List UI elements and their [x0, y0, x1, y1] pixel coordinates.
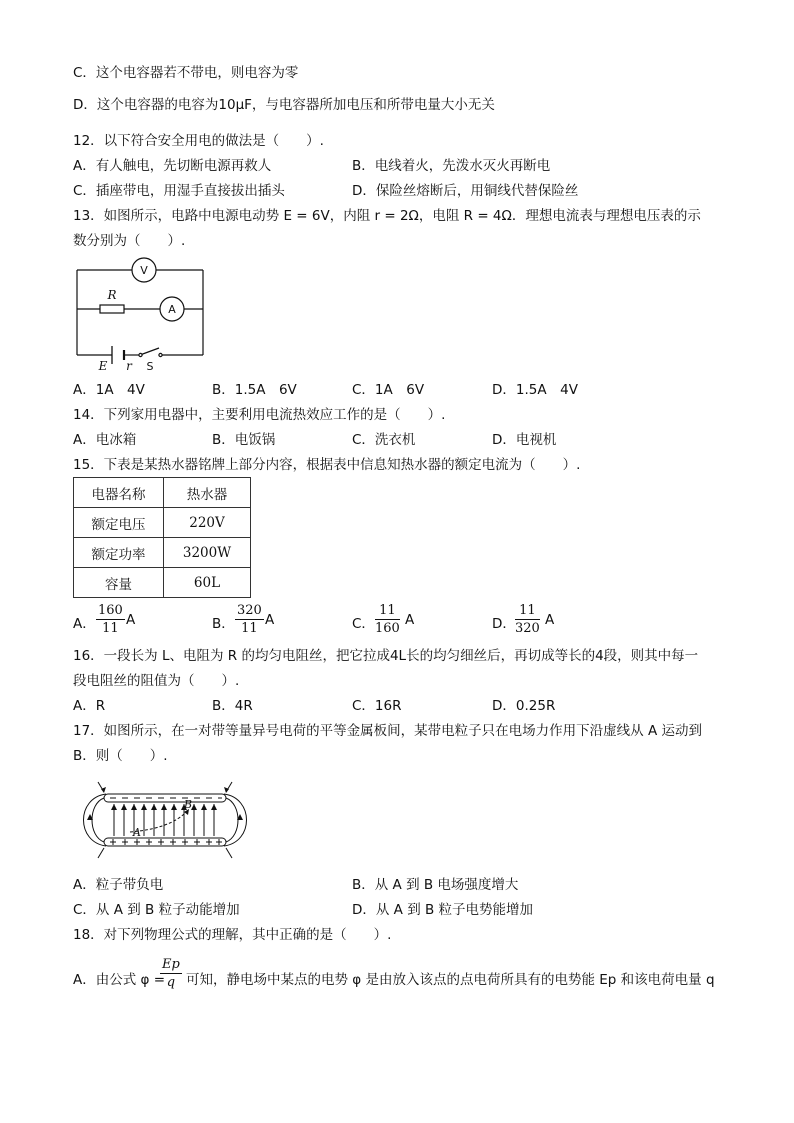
denominator: 11	[241, 621, 258, 636]
numerator: 11	[515, 603, 540, 620]
fraction	[96, 603, 125, 637]
q12-option-b: B．电线着火，先泼水灭火再断电	[352, 158, 551, 174]
numerator: Ep	[162, 957, 180, 972]
table-row	[74, 508, 251, 538]
q13-option-d: D．1.5A 4V	[492, 382, 578, 398]
numerator: 320	[237, 603, 262, 618]
table-cell: 3200W	[164, 538, 251, 568]
internal-resistance-label: r	[126, 359, 132, 373]
water-heater-nameplate-table	[73, 477, 251, 598]
point-b-label: B	[184, 798, 193, 811]
denominator: 320	[515, 621, 540, 636]
q17-option-a: A．粒子带负电	[73, 877, 164, 893]
q12-option-d: D．保险丝熔断后，用铜线代替保险丝	[352, 183, 579, 199]
q11-option-c: C．这个电容器若不带电，则电容为零	[73, 65, 299, 81]
option-a-prefix: A．由公式 φ =	[73, 972, 166, 988]
numerator: 160	[98, 603, 123, 618]
q16-option-a: A．R	[73, 698, 106, 714]
q13-stem-line2: 数分别为（ ）.	[73, 233, 186, 249]
table-cell: 电器名称	[74, 478, 164, 508]
resistor-label: R	[107, 288, 117, 302]
q16-option-c: C．16R	[352, 698, 402, 714]
ammeter-label: A	[168, 303, 176, 316]
q14-option-b: B．电饭锅	[212, 432, 276, 448]
fraction	[375, 603, 400, 637]
potential-formula-fraction	[160, 957, 182, 991]
q13-option-b: B．1.5A 6V	[212, 382, 297, 398]
q17-option-d: D．从 A 到 B 粒子电势能增加	[352, 902, 534, 918]
q16-stem-line1: 16．一段长为 L、电阻为 R 的均匀电阻丝，把它拉成4L长的均匀细丝后，再切成等长的4段，则其中每一	[73, 648, 699, 664]
table-cell: 220V	[164, 508, 251, 538]
denominator: 11	[102, 621, 119, 636]
q13-option-a: A．1A 4V	[73, 382, 145, 398]
fraction	[235, 603, 264, 637]
table-row	[74, 538, 251, 568]
q16-stem-line2: 段电阻丝的阻值为（ ）.	[73, 673, 240, 689]
q17-parallel-plates-diagram	[84, 778, 244, 864]
fraction	[515, 603, 540, 637]
q17-option-b: B．从 A 到 B 电场强度增大	[352, 877, 519, 893]
option-label: A．	[73, 616, 96, 632]
q13-option-c: C．1A 6V	[352, 382, 425, 398]
option-label: B．	[212, 616, 235, 632]
q14-option-d: D．电视机	[492, 432, 557, 448]
q18-stem: 18．对下列物理公式的理解，其中正确的是（ ）.	[73, 927, 392, 943]
q12-option-c: C．插座带电，用湿手直接拔出插头	[73, 183, 285, 199]
q14-option-a: A．电冰箱	[73, 432, 137, 448]
table-cell: 额定功率	[74, 538, 164, 568]
option-label: C．	[352, 616, 375, 632]
q16-option-b: B．4R	[212, 698, 253, 714]
q17-stem-line2: B．则（ ）.	[73, 748, 168, 764]
q17-stem-line1: 17．如图所示，在一对带等量异号电荷的平等金属板间，某带电粒子只在电场力作用下沿虚线从 A 运动到	[73, 723, 702, 739]
q16-option-d: D．0.25R	[492, 698, 556, 714]
q17-option-c: C．从 A 到 B 粒子动能增加	[73, 902, 240, 918]
table-cell: 60L	[164, 568, 251, 598]
denominator: 160	[375, 621, 400, 636]
q12-option-a: A．有人触电，先切断电源再救人	[73, 158, 272, 174]
point-a-label: A	[133, 826, 141, 839]
q13-stem-line1: 13．如图所示，电路中电源电动势 E = 6V，内阻 r = 2Ω，电阻 R = 4Ω．理想电流表与理想电压表的示	[73, 208, 701, 224]
q14-stem: 14．下列家用电器中，主要利用电流热效应工作的是（ ）.	[73, 407, 446, 423]
table-row	[74, 568, 251, 598]
q15-stem: 15．下表是某热水器铭牌上部分内容，根据表中信息知热水器的额定电流为（ ）.	[73, 457, 581, 473]
table-cell: 容量	[74, 568, 164, 598]
q14-option-c: C．洗衣机	[352, 432, 416, 448]
numerator: 11	[375, 603, 400, 620]
unit: A	[405, 612, 415, 628]
table-row	[74, 478, 251, 508]
table-cell: 热水器	[164, 478, 251, 508]
unit: A	[126, 612, 136, 628]
unit: A	[265, 612, 275, 628]
option-label: D．	[492, 616, 516, 632]
switch-label: S	[146, 360, 154, 373]
q11-option-d: D．这个电容器的电容为10μF，与电容器所加电压和所带电量大小无关	[73, 97, 495, 113]
table-cell: 额定电压	[74, 508, 164, 538]
unit: A	[545, 612, 555, 628]
denominator: q	[166, 975, 176, 990]
emf-label: E	[98, 359, 108, 373]
q13-circuit-diagram	[72, 256, 212, 374]
option-a-text: 可知，静电场中某点的电势 φ 是由放入该点的点电荷所具有的电势能 Ep 和该电荷电量 q	[186, 972, 715, 988]
voltmeter-label: V	[140, 264, 148, 277]
q12-stem: 12．以下符合安全用电的做法是（ ）.	[73, 133, 324, 149]
